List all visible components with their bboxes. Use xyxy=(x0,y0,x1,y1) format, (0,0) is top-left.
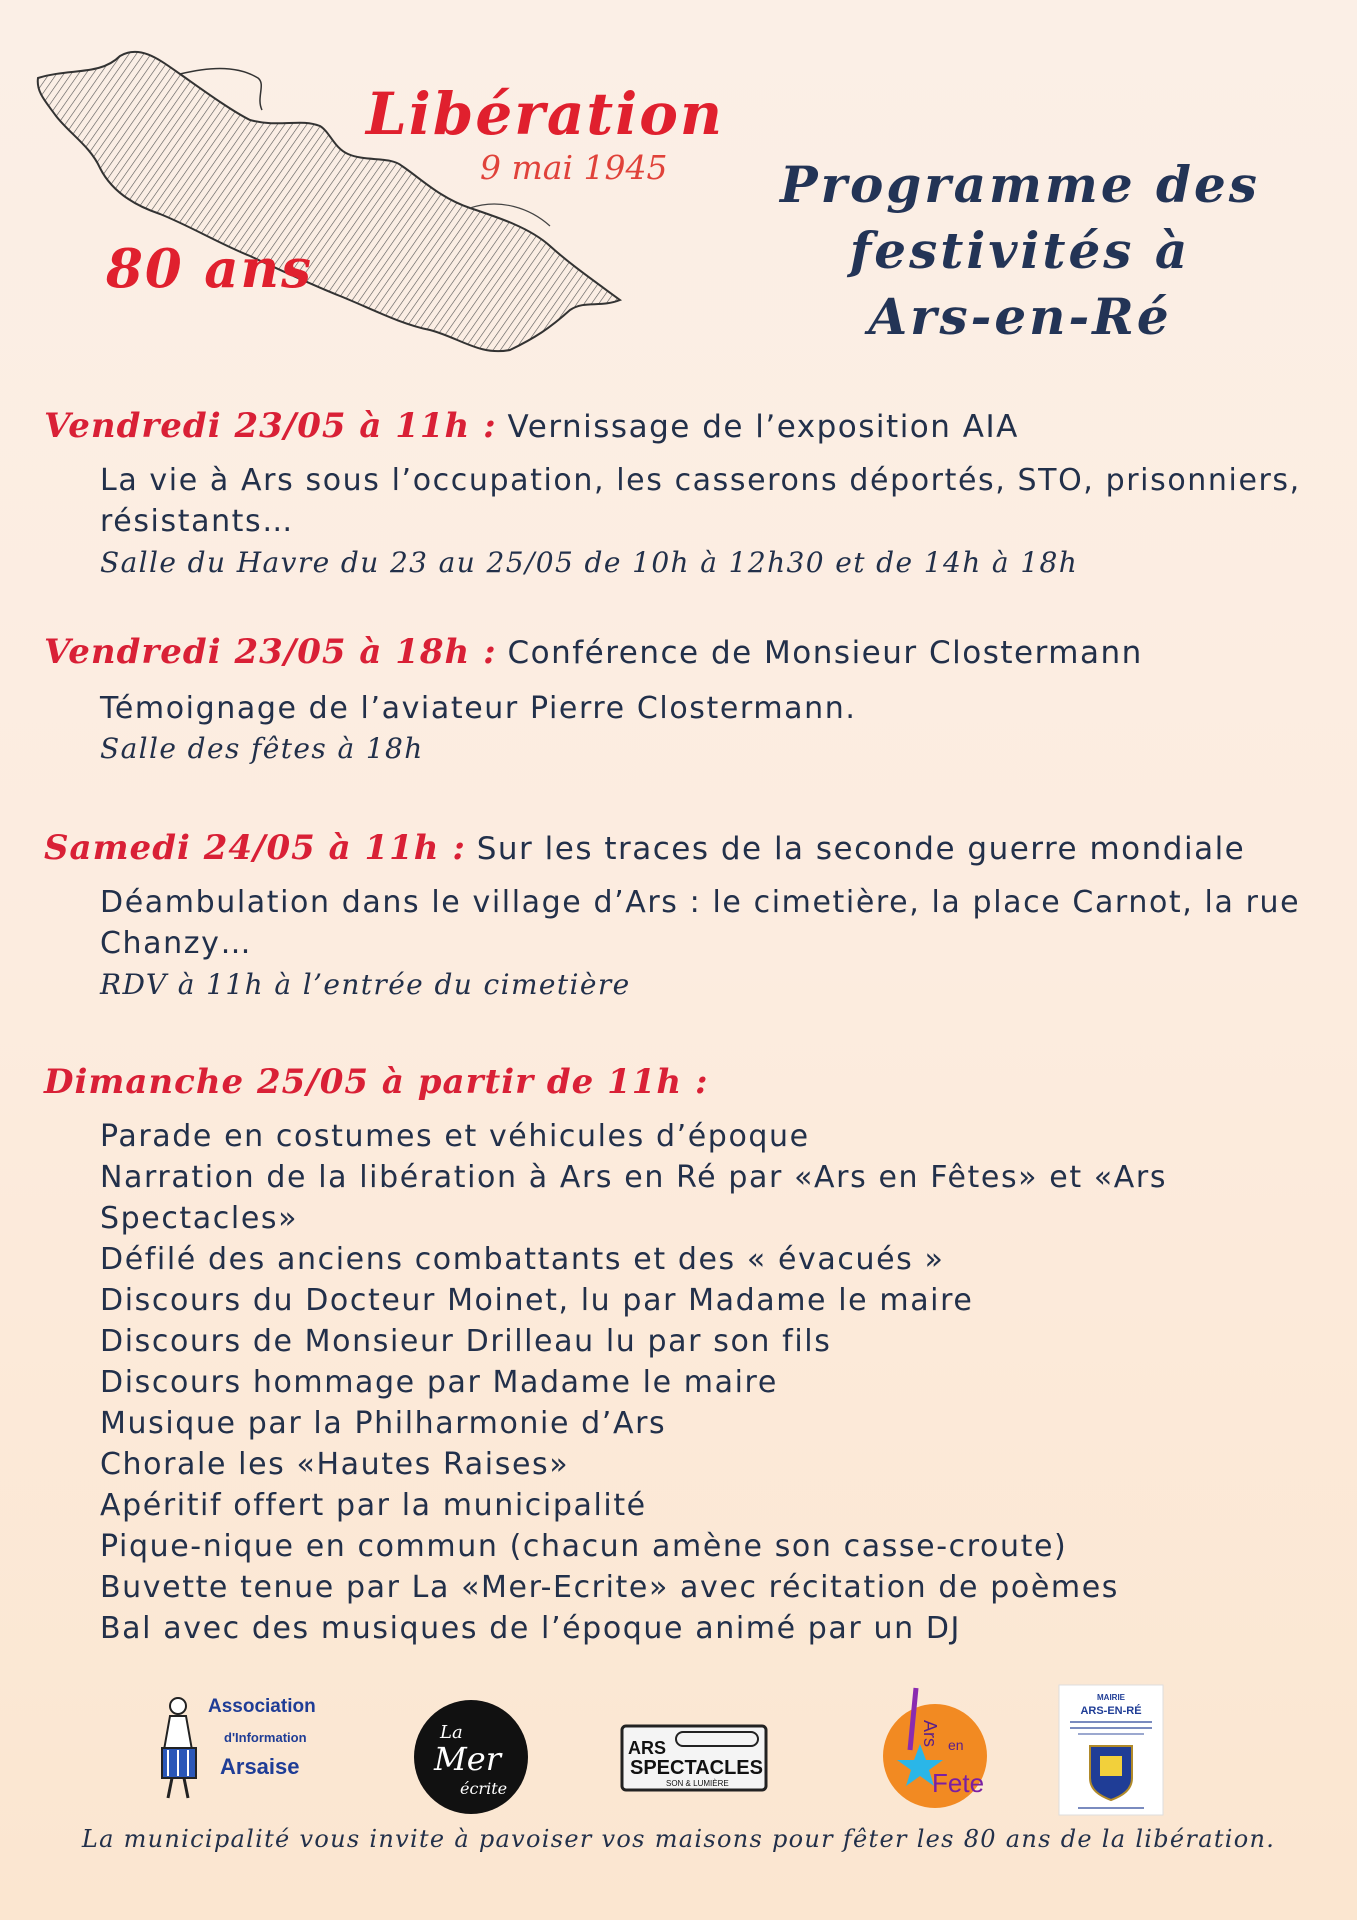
program-title-line: Programme des xyxy=(780,155,1260,214)
mairie-logo xyxy=(1058,1684,1164,1816)
event-heading xyxy=(44,826,1245,871)
aia-logo-line: Association xyxy=(208,1696,316,1717)
ars-spectacles-logo-line: SON & LUMIÈRE xyxy=(666,1779,729,1788)
list-item: Narration de la libération à Ars en Ré par «Ars en Fêtes» et «Ars Spectacles» xyxy=(100,1160,1168,1236)
ars-en-fete-logo xyxy=(876,1680,994,1810)
list-item: Apéritif offert par la municipalité xyxy=(100,1488,647,1523)
mairie-logo-line: ARS-EN-RÉ xyxy=(1080,1705,1142,1717)
ars-spectacles-logo-line: SPECTACLES xyxy=(630,1757,763,1779)
event-day: Dimanche 25/05 à partir de 11h : xyxy=(44,1062,709,1102)
event-description: La vie à Ars sous l’occupation, les casserons déportés, STO, prisonniers, résistants… xyxy=(100,463,1301,539)
mer-ecrite-logo-line: Mer xyxy=(434,1740,501,1778)
ars-en-fete-logo-line: en xyxy=(948,1737,964,1753)
aia-logo-line: d'Information xyxy=(224,1730,307,1745)
ars-en-fete-logo-line: Fete xyxy=(932,1768,985,1798)
list-item: Discours hommage par Madame le maire xyxy=(100,1365,778,1400)
list-item: Parade en costumes et véhicules d’époque xyxy=(100,1119,810,1154)
sunday-program-list xyxy=(100,1116,1340,1649)
ars-spectacles-logo-line: ARS xyxy=(628,1738,667,1758)
mairie-logo-line: MAIRIE xyxy=(1097,1693,1125,1702)
liberation-title: Libération xyxy=(366,80,725,148)
program-title xyxy=(780,152,1260,350)
list-item: Pique-nique en commun (chacun amène son casse-croute) xyxy=(100,1529,1068,1564)
event-day: Vendredi 23/05 à 11h : xyxy=(44,406,497,446)
event-location: Salle des fêtes à 18h xyxy=(100,732,424,765)
liberation-date: 9 mai 1945 xyxy=(480,148,668,187)
list-item: Buvette tenue par La «Mer-Ecrite» avec récitation de poèmes xyxy=(100,1570,1119,1605)
event-heading xyxy=(44,630,1143,675)
list-item: Discours du Docteur Moinet, lu par Madame le maire xyxy=(100,1283,974,1318)
event-day: Vendredi 23/05 à 18h : xyxy=(44,632,497,672)
mer-ecrite-logo-line: écrite xyxy=(460,1779,508,1798)
ars-spectacles-logo xyxy=(620,1724,768,1792)
event-title: Conférence de Monsieur Clostermann xyxy=(507,635,1143,671)
aia-logo xyxy=(150,1690,350,1800)
mer-ecrite-logo-line: La xyxy=(440,1722,463,1743)
program-title-line: festivités à xyxy=(849,221,1191,280)
event-heading xyxy=(44,1060,709,1104)
program-title-line: Ars-en-Ré xyxy=(868,287,1172,346)
aia-logo-line: Arsaise xyxy=(220,1754,300,1779)
list-item: Discours de Monsieur Drilleau lu par son fils xyxy=(100,1324,832,1359)
event-description: Témoignage de l’aviateur Pierre Clostermann. xyxy=(100,691,857,726)
list-item: Défilé des anciens combattants et des « évacués » xyxy=(100,1242,945,1277)
event-title: Sur les traces de la seconde guerre mondiale xyxy=(476,831,1246,867)
mer-ecrite-logo xyxy=(412,1698,530,1816)
anniversary-label: 80 ans xyxy=(106,238,313,300)
event-location: RDV à 11h à l’entrée du cimetière xyxy=(100,968,631,1001)
list-item: Chorale les «Hautes Raises» xyxy=(100,1447,570,1482)
list-item: Bal avec des musiques de l’époque animé par un DJ xyxy=(100,1611,961,1646)
ars-en-fete-logo-line: Ars xyxy=(920,1720,940,1747)
event-description: Déambulation dans le village d’Ars : le cimetière, la place Carnot, la rue Chanzy… xyxy=(100,885,1301,961)
list-item: Musique par la Philharmonie d’Ars xyxy=(100,1406,667,1441)
event-location: Salle du Havre du 23 au 25/05 de 10h à 12h30 et de 14h à 18h xyxy=(100,546,1079,579)
drummer-icon xyxy=(162,1698,196,1798)
footer-invitation: La municipalité vous invite à pavoiser vos maisons pour fêter les 80 ans de la libération. xyxy=(81,1825,1276,1853)
event-title: Vernissage de l’exposition AIA xyxy=(507,409,1019,445)
event-heading xyxy=(44,404,1019,449)
event-day: Samedi 24/05 à 11h : xyxy=(44,828,466,868)
